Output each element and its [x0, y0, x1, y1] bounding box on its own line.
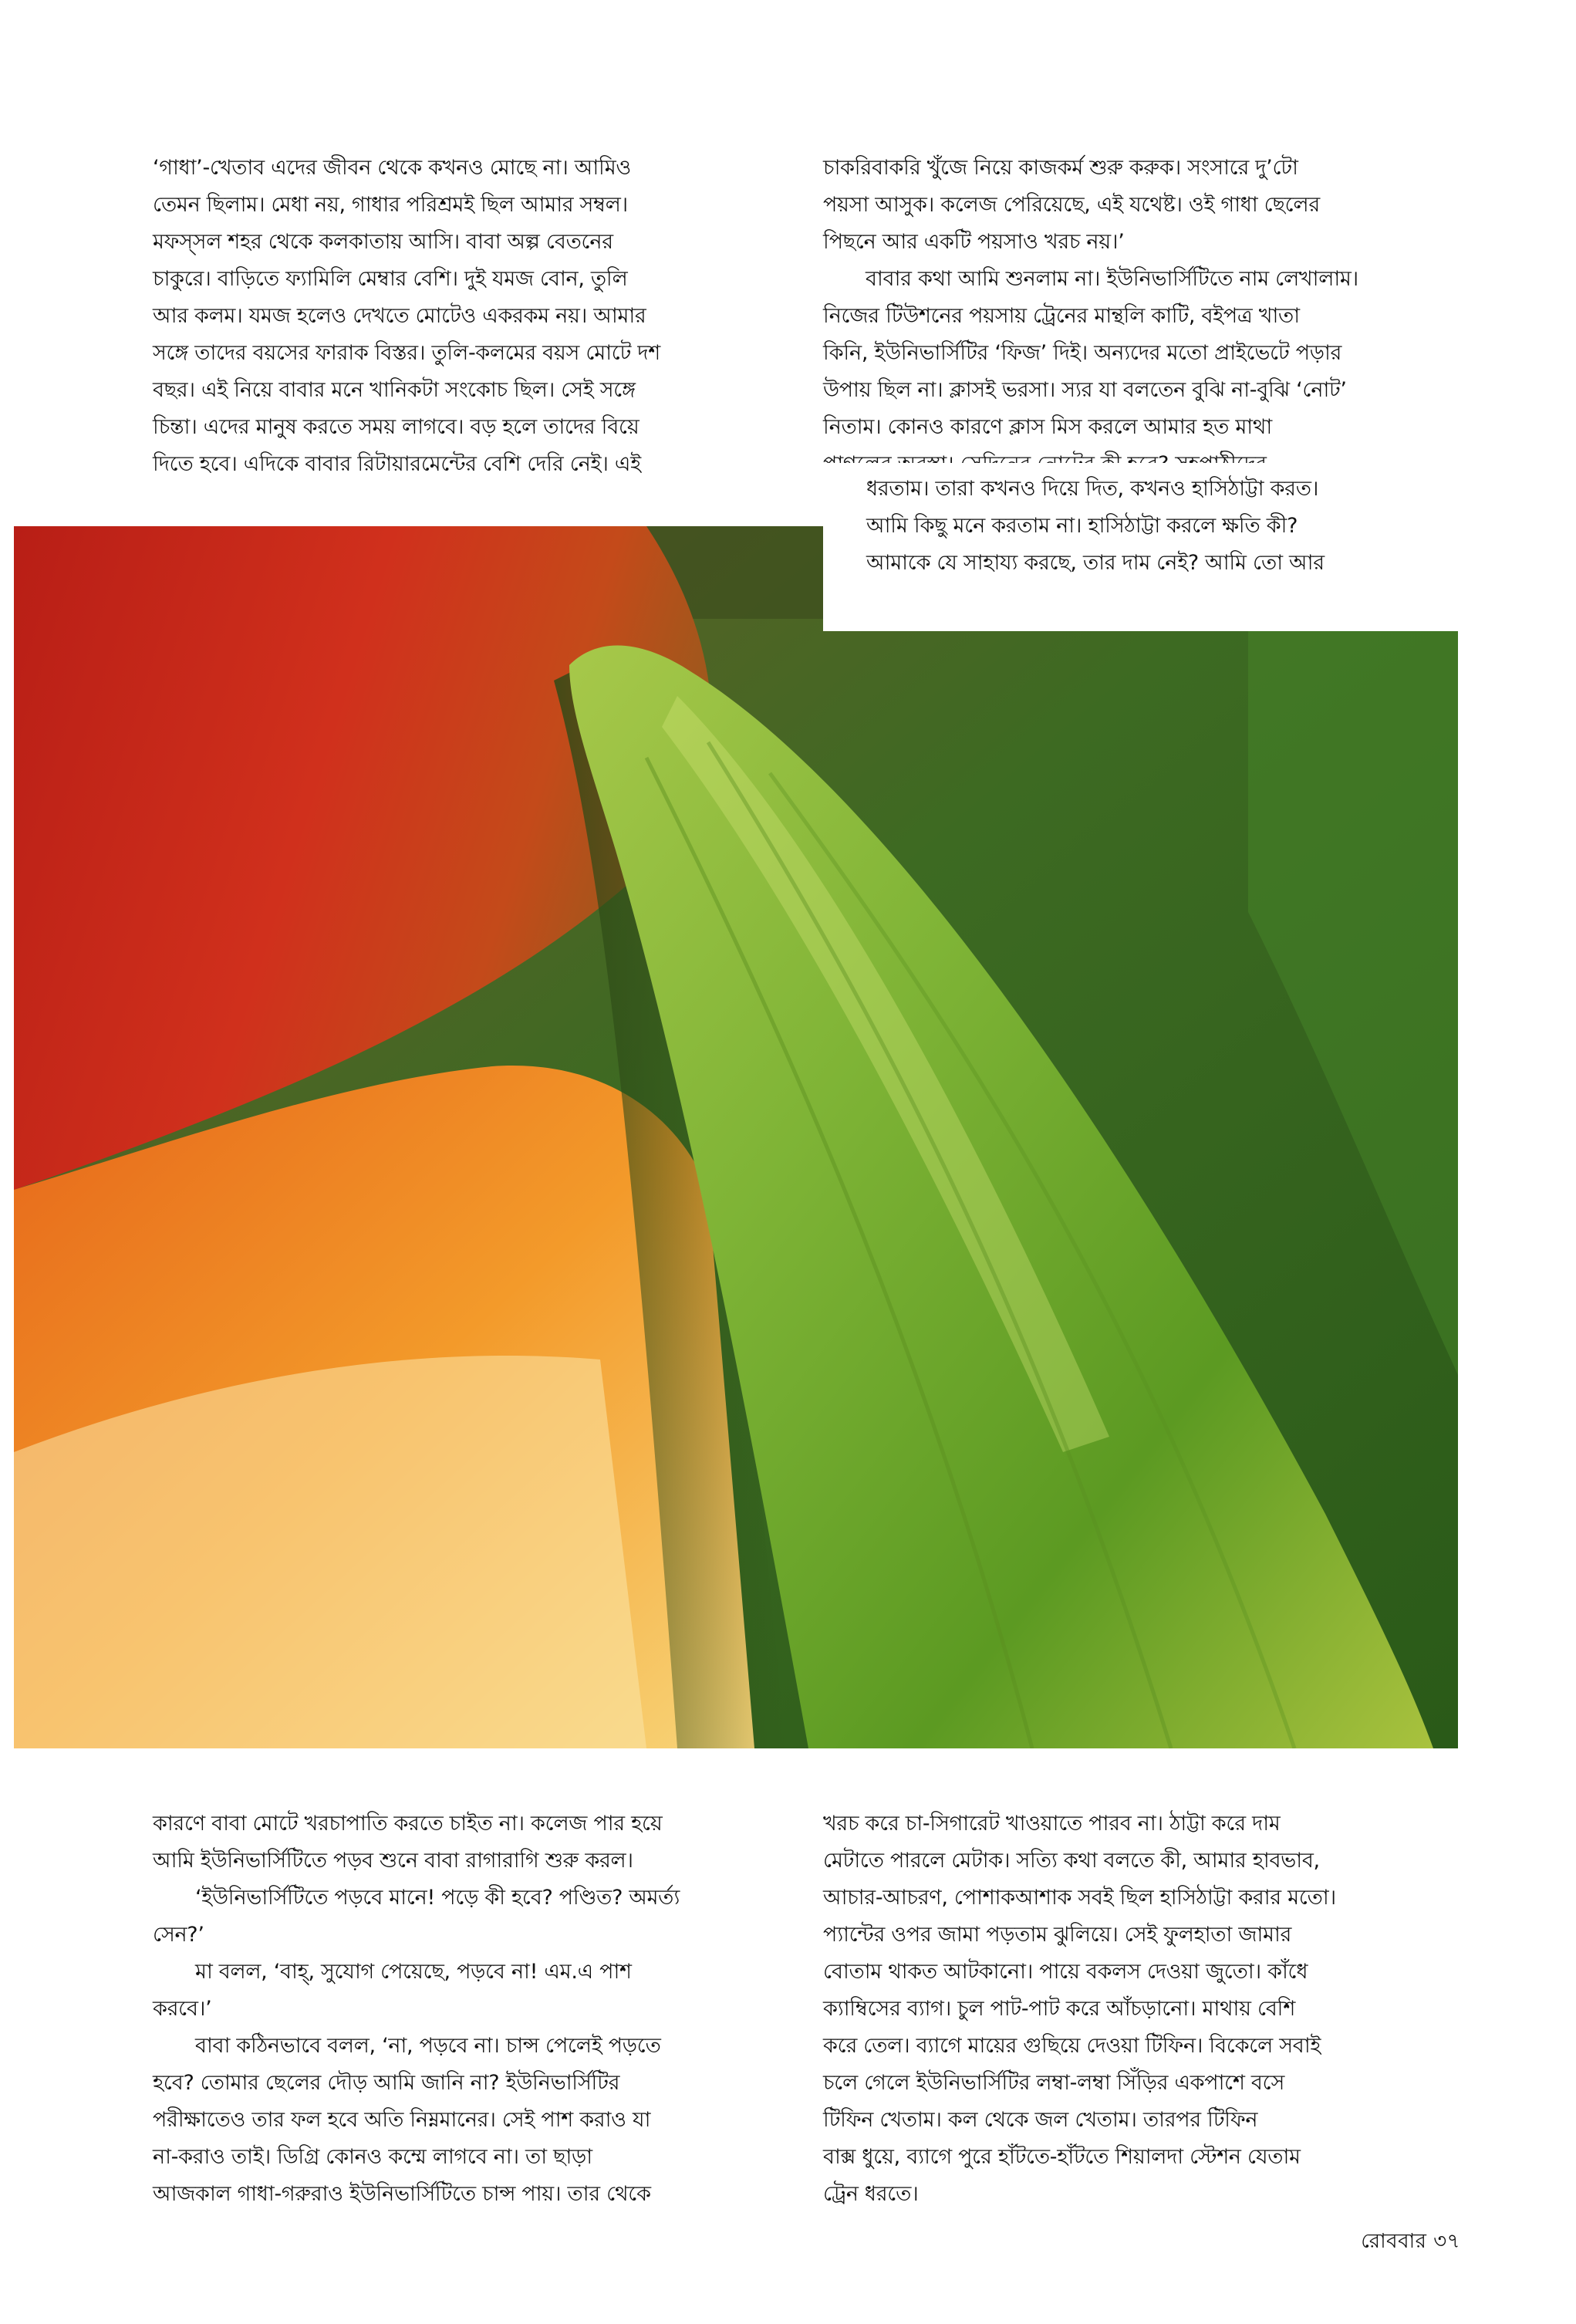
text-line: ‘গাধা’-খেতাব এদের জীবন থেকে কখনও মোছে না। আমিও — [153, 156, 631, 180]
text-line: আমাকে যে সাহায্য করছে, তার দাম নেই? আমি তো আর — [866, 551, 1325, 575]
text-line: আমি ইউনিভার্সিটিতে পড়ব শুনে বাবা রাগারাগি শুরু করল। — [153, 1849, 633, 1873]
text-line: ‘ইউনিভার্সিটিতে পড়বে মানে! পড়ে কী হবে? পণ্ডিত? অমর্ত্য — [195, 1886, 680, 1910]
text-line: নিতাম। কোনও কারণে ক্লাস মিস করলে আমার হত মাথা — [823, 415, 1272, 439]
text-line: আর কলম। যমজ হলেও দেখতে মোটেও একরকম নয়। আমার — [153, 304, 646, 328]
text-line: করবে।’ — [153, 1997, 212, 2021]
text-line: মেটাতে পারলে মেটাক। সত্যি কথা বলতে কী, আমার হাবভাব, — [823, 1849, 1320, 1873]
text-line: সঙ্গে তাদের বয়সের ফারাক বিস্তর। তুলি-কলমের বয়স মোটে দশ — [153, 341, 660, 365]
text-line: পরীক্ষাতেও তার ফল হবে অতি নিম্নমানের। সেই পাশ করাও যা — [153, 2108, 651, 2132]
text-line: আচার-আচরণ, পোশাকআশাক সবই ছিল হাসিঠাট্টা করার মতো। — [823, 1886, 1336, 1910]
top-right-column — [823, 150, 1358, 483]
bottom-right-column — [823, 1805, 1336, 2213]
text-line: বাবার কথা আমি শুনলাম না। ইউনিভার্সিটিতে নাম লেখালাম। — [866, 267, 1358, 291]
text-line: ক্যাম্বিসের ব্যাগ। চুল পাট-পাট করে আঁচড়ানো। মাথায় বেশি — [823, 1997, 1296, 2021]
text-line: না-করাও তাই। ডিগ্রি কোনও কম্মে লাগবে না। তা ছাড়া — [153, 2145, 592, 2169]
top-right-wrap-column — [866, 471, 1325, 582]
text-line: ধরতাম। তারা কখনও দিয়ে দিত, কখনও হাসিঠাট্টা করত। — [866, 477, 1319, 501]
text-line: পয়সা আসুক। কলেজ পেরিয়েছে, এই যথেষ্ট। ওই গাধা ছেলের — [823, 193, 1320, 217]
bottom-left-column — [153, 1805, 680, 2213]
text-line: আজকাল গাধা-গরুরাও ইউনিভার্সিটিতে চান্স পায়। তার থেকে — [153, 2182, 651, 2206]
text-inset-box — [823, 463, 1458, 631]
text-line: তেমন ছিলাম। মেধা নয়, গাধার পরিশ্রমই ছিল আমার সম্বল। — [153, 193, 628, 217]
text-line: মফস্‌সল শহর থেকে কলকাতায় আসি। বাবা অল্প বেতনের — [153, 230, 613, 254]
text-line: উপায় ছিল না। ক্লাসই ভরসা। স্যর যা বলতেন বুঝি না-বুঝি ‘নোট’ — [823, 378, 1347, 402]
text-line: চাকুরে। বাড়িতে ফ্যামিলি মেম্বার বেশি। দুই যমজ বোন, তুলি — [153, 267, 628, 291]
text-line: করে তেল। ব্যাগে মায়ের গুছিয়ে দেওয়া টিফিন। বিকেলে সবাই — [823, 2034, 1321, 2058]
text-line: কিনি, ইউনিভার্সিটির ‘ফিজ’ দিই। অন্যদের মতো প্রাইভেটে পড়ার — [823, 341, 1342, 365]
text-line: টিফিন খেতাম। কল থেকে জল খেতাম। তারপর টিফিন — [823, 2108, 1258, 2132]
text-line: খরচ করে চা-সিগারেট খাওয়াতে পারব না। ঠাট্টা করে দাম — [823, 1812, 1281, 1836]
flower-leaf-photo — [14, 526, 1458, 1748]
text-line: বোতাম থাকত আটকানো। পায়ে বকলস দেওয়া জুতো। কাঁধে — [823, 1960, 1308, 1984]
text-line: আমি কিছু মনে করতাম না। হাসিঠাট্টা করলে ক্ষতি কী? — [866, 514, 1298, 538]
text-line: বছর। এই নিয়ে বাবার মনে খানিকটা সংকোচ ছিল। সেই সঙ্গে — [153, 378, 636, 402]
text-line: বাক্স ধুয়ে, ব্যাগে পুরে হাঁটতে-হাঁটতে শিয়ালদা স্টেশন যেতাম — [823, 2145, 1301, 2169]
text-line: বাবা কঠিনভাবে বলল, ‘না, পড়বে না। চান্স পেলেই পড়তে — [195, 2034, 661, 2058]
text-line: সেন?’ — [153, 1923, 204, 1947]
text-line: প্যান্টের ওপর জামা পড়তাম ঝুলিয়ে। সেই ফুলহাতা জামার — [823, 1923, 1292, 1947]
text-line: নিজের টিউশনের পয়সায় ট্রেনের মান্থলি কাটি, বইপত্র খাতা — [823, 304, 1300, 328]
page-folio: রোববার ৩৭ — [1361, 2230, 1460, 2253]
text-line: মা বলল, ‘বাহ্‌, সুযোগ পেয়েছে, পড়বে না! এম.এ পাশ — [195, 1960, 632, 1984]
text-line: চলে গেলে ইউনিভার্সিটির লম্বা-লম্বা সিঁড়ির একপাশে বসে — [823, 2071, 1285, 2095]
text-line: কারণে বাবা মোটে খরচাপাতি করতে চাইত না। কলেজ পার হয়ে — [153, 1812, 663, 1836]
text-line: ট্রেন ধরতে। — [823, 2182, 919, 2206]
text-line: দিতে হবে। এদিকে বাবার রিটায়ারমেন্টের বেশি দেরি নেই। এই — [153, 452, 641, 476]
text-line: চিন্তা। এদের মানুষ করতে সময় লাগবে। বড় হলে তাদের বিয়ে — [153, 415, 640, 439]
top-left-column — [153, 150, 660, 483]
text-line: পিছনে আর একটি পয়সাও খরচ নয়।’ — [823, 230, 1125, 254]
text-line: হবে? তোমার ছেলের দৌড় আমি জানি না? ইউনিভার্সিটির — [153, 2071, 620, 2095]
text-line: চাকরিবাকরি খুঁজে নিয়ে কাজকর্ম শুরু করুক। সংসারে দু’টো — [823, 156, 1298, 180]
